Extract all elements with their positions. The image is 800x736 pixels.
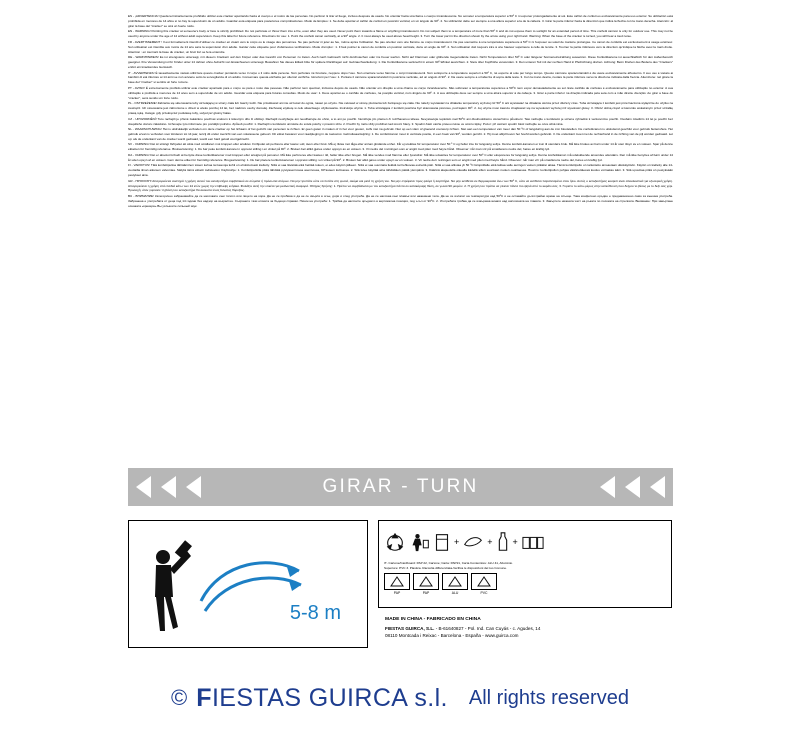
- company-city-line: 08110 Montcada i Reixac - Barcelona - España - www.guirca.com: [385, 632, 519, 638]
- warning-paragraph-fr: FR - AVERTISSEMENT ! Il est formellement interdit d'utiliser ce cracker en visant vers le corps ou le visage des personnes. Ne pas perforer ni jeter au feu, même après l'utilisation. Ne pas orienter vers une flamme ou corps incandescent. Ne pas soumettre à une température supérieure à 50º C ni l'exposer au soleil de manière prolongée. Ce canon de confettis est exclusivement à usage extérieur. Son utilisation est interdite aux moins de 14 ans sans la supervision d'un adulte. Garder cette étiquette pour d'ultérieures vérifications. Mode d'emploi : 1. Il faut pointer le canon de confettis en position verticale, dans un angle de 90º. 2. Son utilisation doit toujours être à une hauteur supérieure à celle de la tête. 3. Tourner la partie inférieure vers la direction qu'indique la flèche avec la main droite. Attention : en tournant la base du cracker, un bruit fort se fera entendre.: [128, 39, 673, 54]
- bin-symbol: [442, 573, 468, 590]
- company-line: [385, 625, 675, 632]
- bin-stack-icon: [522, 533, 544, 551]
- recycling-legend-line-2: Superiore: PVC 3. Plastica. Raccolta differenziata-Verifica le disposizioni del tuo Comune.: [384, 565, 507, 570]
- footer-bar: [0, 660, 800, 736]
- company-name: FIESTAS GUIRCA, S.L.: [385, 625, 435, 631]
- warning-paragraph-en: EN - WARNING! Pointing this cracker at someone's body or face is strictly prohibited. Do not perforate or throw them into a fire, even after they are used. Never point them towards a flame or anything incandescent. Do not subject them to a temperature of more than 50º C and do not expose them to sunlight for an extended period of time. This confetti cannon is only for outdoor use. This may not be used by anyone under the age of 14 without adult supervision. Keep this label for future reference. Directions for use: 1. Point the confetti canon vertically, at a 90º angle. 2. It must always be used above head height. 3. Turn the lower part in the direction shown by the arrow using your right hand. Warning: When the base of the cracker is turned, you will hear a loud noise.: [128, 29, 673, 39]
- triangle-left-icon: [600, 476, 615, 498]
- usage-illustration: [129, 521, 367, 647]
- box-icon: [434, 531, 450, 553]
- pictogram-panels: [128, 520, 673, 660]
- turn-instruction-bar: [128, 468, 673, 506]
- bottle-icon: [497, 531, 509, 553]
- usage-distance-panel: [128, 520, 368, 648]
- bin-symbol: [384, 573, 410, 590]
- bin-symbol: [413, 573, 439, 590]
- manufacturer-address-block: [385, 616, 675, 639]
- warning-paragraph-fi: FI - VAROITUS! Tätä konfettipulloa tähtääminen toisen kehoa tai kasvoja kohti on ehdottomasti kielletty. Niitä ei saa lävistää eikä heittää tuleen, ei edes käytön jälkeen. Niitä ei saa suunnata liekkiä tai hehkuvaa esinettä päin. Niitä ei saa altistaa yli 50 ºC lämpötilalle eikä laittaa salle auringon valoon pitkäksi aikaa. Tämä konfettipullo on tarkoitettu ainoastaan ulkokäyttöön. Käytön on kielletty alle 14- vuotiailta ilman aikuisen valvontaa. Säilytä tämä etiketti todisteeksi. Käyttöohje: 1. Konfettipullolla pitää tähdätä pystyasennossa asennossa, 90°asteen kulmassa. 2. Sitä tulee käyttää aina tähdättäen päätä ylempänä. 3. Käännä alapuolella oikealla kädellä sillen suuntaan nuolen osoittaessa. Huomio: konfettipullon pohjaa väännettäessä kuuluu voimakas ääni. 3. Sitä upouttaa pitkä on pestyksään pestykset aina.: [128, 163, 673, 178]
- made-in-label: MADE IN CHINA - FABRICADO EN CHINA: [385, 617, 481, 622]
- triangle-left-icon: [650, 476, 665, 498]
- warning-paragraph-nl: NL - WAARSCHUWING! Het is uitdrukkelijk verboden om deze cracker op het lichaam of het gezicht van personen te richten. Er geen gaten in maken of in het vuur gooien, zelfs niet na gebruik. Niet op een vlam of gloeiend voorwerp richten. Niet aan een temperatuur van meer dan 50 ºC of langduring aan de zon blootstellen. De confetticanon is uitsluitend geschikt voor gebruik buitenshuis. Het gebruik ervan is verboden voor kinderen tot 14 jaar, tenzij dit onder toezicht van een volwassene gebeurt. Dit etiket bewaren voor raadpleging in de toekomst. Gebruiksaanwijzing: 1. De confetticanon moet in verticale positie, in een hoek van 90º, worden gericht. 2. Hij moet altijd boven het hoofd worden gebruikt. 3. De onderkant moet met de rechterhand in de richting van de pijl worden gedraaid. Let op: als de onderkant van de cracker wordt gedraaid, wordt een hard geluid voortgebracht.: [128, 127, 673, 141]
- person-with-cannon-icon: [143, 539, 197, 639]
- brand-name: [196, 684, 448, 713]
- bin-label: ALU: [451, 591, 459, 596]
- bin-label: PVC: [480, 591, 488, 596]
- warning-paragraph-it: IT - AVVERTENZA! È tassativamente vietato utilizzare questo cracker puntando verso il corpo o il volto delle persone. Non perforare né bruciare, neppure dopo l'uso. Non orientare verso fiamme o corpi incandescenti. Non sottoporre a temperature superiori a 50º C, né esporre al sole per lungo tempo. Questo cannone sparacoriandoli è da usare esclusivamente all'esterno. Il suo uso è vietato ai bambini di età inferiore ai 14 anni se non avviene sotto la sorveglianza di un adulto. Conservare questa etichetta per ulteriori verifiche. Istruzioni per l'uso: 1. Puntare il cannone sparacoriandoli in posizione verticale, ad un angolo di 90º. 2. Da usare sempre a un'altezza di sopra della testa. 3. Con la mano destra, ruotare la parte inferiore verso la direzione indicata dalla freccia. Attenzione: nel girare la base del "cracker" si sentirà un forte rumore.: [128, 70, 673, 85]
- recycle-triangle-icon: [477, 576, 491, 587]
- bin-label: PAP: [393, 591, 401, 596]
- recycling-pictograms: [384, 525, 666, 559]
- warning-paragraph-sv: SV - VARNING! Det är strängt förbjudet att sikta med smällaren mot kroppen eller ansiktet. Förbjudet att perforera eller kasta i eld, även efter bruk. Må ej riktas mot låga eller annan glödande enhet. Får ej utsättas för temperaturer över 50 º C og heller inte for langvarig sollys. Denne konfetti-kanonen er kun til utendørs bruk. Må ikke brukes av barn under 14 år uten tilsyn av en voksen. Spar på denne etiketten for fremtidig referanse. Bruksanvisning: 1. Du bør peke konfetti-kanonen i oppreist stilling i en vinkel på 90º. 2. Bruken bør alltid gjøres under oppsyn av en voksen. 3. Vri nedre del i retningen som er angitt med pilen med høyre hånd. Observer: når man vrir på smællerens nedre del, høres en kraftig lyd.: [128, 142, 673, 152]
- copyright-icon: ©: [171, 685, 188, 710]
- plus-sign: +: [454, 537, 460, 547]
- warning-paragraph-pt: PT - AVISO! É extremamente proibido utilizar este cracker apontado para o corpo ou para o rosto das pessoas. Não perfurar nem queimar, inclusive depois de usado. Não orientar em direção a uma chama ou corpo incandescente. Não submeter a temperaturas superiores a 50ºC nem expor demasiadamente ao sol. Este canhão de confetes é exclusivamente para utilização no exterior. A sua utilização é proibida a menores de 14 anos sem a supervisão de um adulto. Guardar esta etiqueta para futuras consultas. Modo de usar: 1. Deve apontar-se o canhão de confetes, na posição vertical, num ângulo de 90º. 2. A sua utilização deve ser sempre a uma altura superior à da cabeça. 3. Girar a parte inferior na direção indicada pela seta com a mão direita. Atenção: Ao girar a base do "cracker", será ouvido um forte ruído.: [128, 85, 673, 100]
- triangle-left-icon: [136, 476, 151, 498]
- turn-arrows-left: [136, 476, 201, 498]
- triangle-left-icon: [161, 476, 176, 498]
- recycle-triangle-icon: [390, 576, 404, 587]
- material-bin: [384, 573, 410, 595]
- recycle-triangle-icon: [419, 576, 433, 587]
- plus-sign: +: [487, 537, 493, 547]
- plus-sign: +: [512, 537, 518, 547]
- material-bins: [384, 573, 666, 595]
- distance-label: 5-8 m: [289, 602, 341, 624]
- multilingual-warnings-block: [128, 14, 673, 209]
- ground-line: [129, 633, 367, 647]
- warning-paragraph-gr: GR - ΠΡΟΣΟΧΗ! Απαγορεύεται αυστηρά η χρήση αυτού του εκτοξευτήρα συμβατικού σε σώματα ή πρόσωπα ατόμων. Να μην τρυπάτε ούτε να πετάτε στη φωτιά, ακόμα και μετά τη χρήση του. Να μην στρέφεται προς φλόγα ή λαμπτήρα. Να μην εκτίθεται σε θερμοκρασία άνω των 50º C, ούτε να εκτίθεται παρατεταμένα στον ήλιο. Αυτός ο εκτοξευτήρας κονφετί είναι αποκλειστικά για εξωτερική χρήση. Απαγορεύεται η χρήση από παιδιά κάτω των 14 ετών χωρίς την επίβλεψη ενήλικα. Φυλάξτε αυτή την ετικέτα για μελλοντική αναφορά. Οδηγίες Χρήσης: 1. Πρέπει να συμβάλλεται με τον εκτοξευτήρα πάντα σε κατακόρυφη θέση, σε γωνία 90 μοιρών. 2. Η χρήση του πρέπει να γίνεται πάντα πιο ψηλά από το κεφάλι σας. 3. Γυρίστε το κάτω μέρος στην κατεύθυνση που δείχνει το βέλος με το δεξί σας χέρι. Προσοχή: όταν γυρίσετε τη βάση του εκτοξευτήρα θα ακουστεί ένας δυνατός θόρυβος.: [128, 178, 673, 193]
- warning-paragraph-pl: PL - OSTRZEŻENIE! Zabrania się skierowania tuby strzelającej w strony ciała lub twarzy ludzi. Nie przekłuwać ani nie wrzucać do ognia, nawet po użyciu. Nie celować w stronę płomienia lub żarzącego się ciała. Nie należy wystawiać na działanie temperatury wyższej niż 50º C ani wystawiać na działanie słońca przez dłuższy czas. Tuba strzelająca z konfetti jest przeznaczona wyłącznie do użytku na zewnątrz. Ich stosowanie jest zabronione u dzieci w wieku poniżej 14 lat, bez nadzoru osoby dorosłej. Zachowaj etykietę w celu własciwego użytkowania. Instrukcja użycia: 1. Tuba strzelająca z konfetti powinna być skierowana pionowo, pod kątem 90º. 2. Jej użycie musi zawsze znajdować się na wysokości wyższej niż wysokość głowy. 3. Obróć dolną część w kierunku wskazanym przez strzałkę prawą ręką. Uwaga: gdy przekręcisz podstawę tuby, usłyszysz głośny hałas.: [128, 101, 673, 116]
- material-bin: [442, 573, 468, 595]
- turn-arrows-right: [600, 476, 665, 498]
- recycling-info-panel: [378, 520, 672, 608]
- leaf-icon: [463, 535, 483, 549]
- warning-paragraph-de: DE - WARNHINWEIS! Es ist strengstens untersagt, mit diesem Crackern auf den Körper oder das Gesicht von Personen zu zielen. Auch nach Gebrauch nicht durchstechen oder ins Feuer werfen. Nicht auf Flammen oder glühende Gegenstände zielen. Nicht Temperaturen über 50º C oder längerer Sonneneinstrahlung aussetzen. Diese Konfettikanone ist ausschließlich für den Außenbereich geeignet. Ihre Verwendung ist für Kinder unter 14 Jahren ohne Aufsicht von Erwachsenen untersagt. Bewahren Sie dieses Etikett bitte für spätere Rückfragen auf. Gebrauchsanleitung: 1. Die Konfettikanone senkrecht in einem 90º-Winkel ausrichten. 2. Stets über Kopfhöhe verwenden. 3. Den unteren Teil mit der rechten Hand in Pfeilrichtung drehen. Achtung: Beim Drehen des Bodens des "Crackers" ertönt ein knackendes Geräusch.: [128, 55, 673, 69]
- recycling-legend: [384, 561, 666, 570]
- company-cif: - B-61640827 - Pol. Ind. Can Cuyás - c. Agudes, 14: [435, 625, 541, 631]
- material-bin: [413, 573, 439, 595]
- brand-rest: IESTAS GUIRCA s.l.: [211, 683, 448, 712]
- brand-initial: F: [196, 683, 212, 712]
- warning-paragraph-da: DA - VARNING! Det er absolut forbudt at benytte disse konfettikanoner mod kroppen eller ansigtet på personer. Må ikke perforeres eller kastes i ild, heller ikke efter brugen. Må ikke vendes mod flamme eller lysstofrør. Må ikke udsættes for temperaturer over 50º C eller eksponeres for langvarig sollys. Denne konfettikanon må udelukkende anvendes udendørs. Den må ikke benyttes af børn under 14 år uden opsyn af en voksen. Gem denne etiket for fremtidig reference. Brugsanvisning: 1. Du bør placere konfetti-kanonen i oppreist stilling i en vinkel på 90º. 2. Bruken bør altid gøres under opsyn av en voksen. 3. Vri nedre del i retningen som er angitt med pilen med høyre hånd. Observer: når man vrir på smællerens nedre del, høres en kraftig lyd.: [128, 152, 673, 162]
- warning-paragraph-bu: BU - ВНИМАНИЕ! Категорично забранявайте да се насочвате към тялото или лицето на хора. Да не се пробива и да не се хвърля в огън, дори и след употреба. Да не се насочва към пламък или нажежени тела. Да не се излагат на температури над 50ºС и не оставайте дълготрайно време на слънце. Това конфетено оръдие е предназначено само за външна употреба. Забранена е употребата от деца под 14 години без надзор на възрастен. Съхранете тази етикета за бъдещи справки. Начин на употреба: 1. Трябва да насочите оръдието в вертикална позиция, под ъгъл от 90ºС. 2. Употребата трябва да се извършва винаги над височината на главата. 3. Завъртете нижната част на ръката по посоката на стрелката. Внимание: При завъртане основата «крекера» Вы услышите сильный звук.: [128, 193, 673, 208]
- recycling-legend-line-1: IT- Cartone/Cardboard: PAP 22, Cartone; Carta: PAP21, Carta Contenitore: ALU 41, Alluminio.: [384, 561, 513, 565]
- triangle-left-icon: [186, 476, 201, 498]
- recycle-triangle-icon: [448, 576, 462, 587]
- warning-paragraph-cz: CZ - UPOZORNĚNÍ! Tuto rachejtli je přísně zakázáno používat směrem k tělesným dílu či obličeji. Rachejtli neohýbejte ani neodhazujte do ohně, a to ani po použití. Nemiřujte jim plamen či rozžhavenou tělesa. Nevystavujte teplotám nad 50ºC ani dlouhodobému slunečnímu působení. Tato rachejtle s konfetami je určena výhradně k venkovnímu použití. Osobám mladším 14 let je použití bez dospělého dozoru zakázáno. Uchovejte tyto informace pro pozdější potřebu. Způsob použití: 1. Rachejtli s konfetami umístěte do svislé polohy v pravém úhlu. 2. Použití by mělo vždy probíhat nad úrovní hlavy. 3. Spodní částí otočte pravou rukou ve směru šipky. Pozor: při otočení spodní částí rachejtle se ozve silná rána.: [128, 116, 673, 126]
- no-littering-icon: [410, 531, 430, 553]
- rights-label: All rights reserved: [468, 686, 629, 709]
- turn-label: GIRAR - TURN: [322, 476, 479, 497]
- recycle-icon: [384, 531, 406, 553]
- warning-paragraph-es: ES - ¡ADVERTENCIA! Queda terminantemente prohibido utilizar este cracker apuntando hacia el cuerpo o el rostro de las personas. No perforar ni tirar al fuego, incluso después de usado. No orientar hacia una llama o cuerpo incandescente. No someter a temperatura superior a 50º C ni exponer prolongadamente al sol. Este cañón de confeti es exclusivamente para uso exterior. Su utilización está prohibida en menores de 14 años si no hay la supervisión de un adulto. Guardar esta etiqueta para posteriores comprobaciones. Modo de Empleo: 1. Se debe apuntar el cañón de confeti en posición vertical, en un ángulo de 90º. 2. Su utilización debe ser siempre a una altura superior a la de la cabeza. 3. Girar la parte inferior hacia la dirección que indica la flecha con la mano derecha. Atención: al girar la base del "cracker" se oirá un fuerte ruido.: [128, 14, 673, 28]
- bin-symbol: [471, 573, 497, 590]
- bin-label: PAP: [422, 591, 430, 596]
- material-bin: [471, 573, 497, 595]
- triangle-left-icon: [625, 476, 640, 498]
